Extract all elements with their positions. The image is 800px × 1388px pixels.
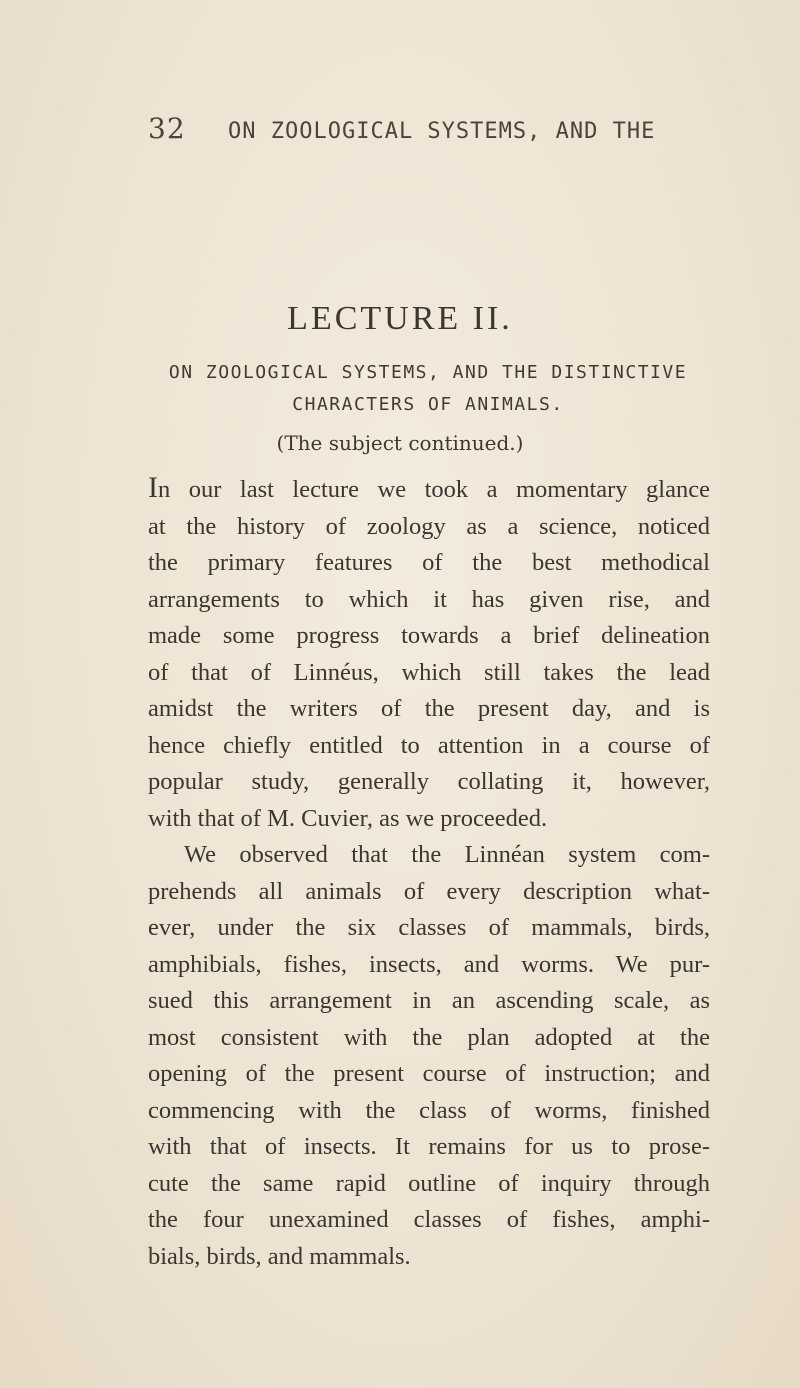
paragraph-1-line: made some progress towards a brief delineation — [148, 622, 710, 649]
lecture-subtitle — [148, 357, 708, 421]
paragraph-2-line: amphibials, fishes, insects, and worms. We pur- — [148, 950, 710, 978]
paragraph-2-line: with that of insects. It remains for us to prose- — [148, 1133, 710, 1160]
paragraph-1-line: of that of Linnéus, which still takes the lead — [148, 658, 710, 686]
paragraph-2-line: most consistent with the plan adopted at the — [148, 1023, 710, 1051]
lecture-title: LECTURE II. — [287, 300, 513, 337]
page-number: 32 — [148, 112, 186, 145]
paragraph-1-line: In our last lecture we took a momentary glance — [148, 471, 710, 504]
paragraph-2-line: the four unexamined classes of fishes, amphi- — [148, 1206, 710, 1233]
paragraph-1-line: amidst the writers of the present day, and is — [148, 695, 710, 722]
paragraph-2-line: opening of the present course of instruction; and — [148, 1060, 710, 1087]
paragraph-2-line: We observed that the Linnéan system com- — [184, 841, 710, 868]
continuation-note: (The subject continued.) — [276, 431, 524, 455]
paragraph-1-line: hence chiefly entitled to attention in a course of — [148, 731, 710, 759]
running-header — [148, 112, 656, 145]
subtitle-line-1: ON ZOOLOGICAL SYSTEMS, AND THE DISTINCTIVE — [168, 362, 688, 383]
paragraph-2-line: bials, birds, and mammals. — [148, 1242, 411, 1270]
running-title: ON ZOOLOGICAL SYSTEMS, AND THE — [228, 119, 656, 144]
paragraph-1-line: the primary features of the best methodical — [148, 549, 710, 576]
paragraph-1-line: arrangements to which it has given rise, and — [148, 585, 710, 613]
paragraph-1-line: with that of M. Cuvier, as we proceeded. — [148, 804, 548, 832]
subtitle-line-2: CHARACTERS OF ANIMALS. — [292, 394, 564, 415]
paragraph-1-line: popular study, generally collating it, however, — [148, 768, 710, 795]
paragraph-2-line: cute the same rapid outline of inquiry through — [148, 1169, 710, 1197]
paragraph-2-line: sued this arrangement in an ascending scale, as — [148, 987, 710, 1014]
drop-cap: I — [148, 471, 158, 504]
paragraph-2-line: ever, under the six classes of mammals, birds, — [148, 914, 710, 941]
paragraph-2-line: prehends all animals of every description what- — [148, 877, 710, 905]
paragraph-1-line: at the history of zoology as a science, noticed — [148, 512, 710, 540]
body-text — [148, 470, 710, 1275]
paragraph-2-line: commencing with the class of worms, finished — [148, 1096, 710, 1124]
